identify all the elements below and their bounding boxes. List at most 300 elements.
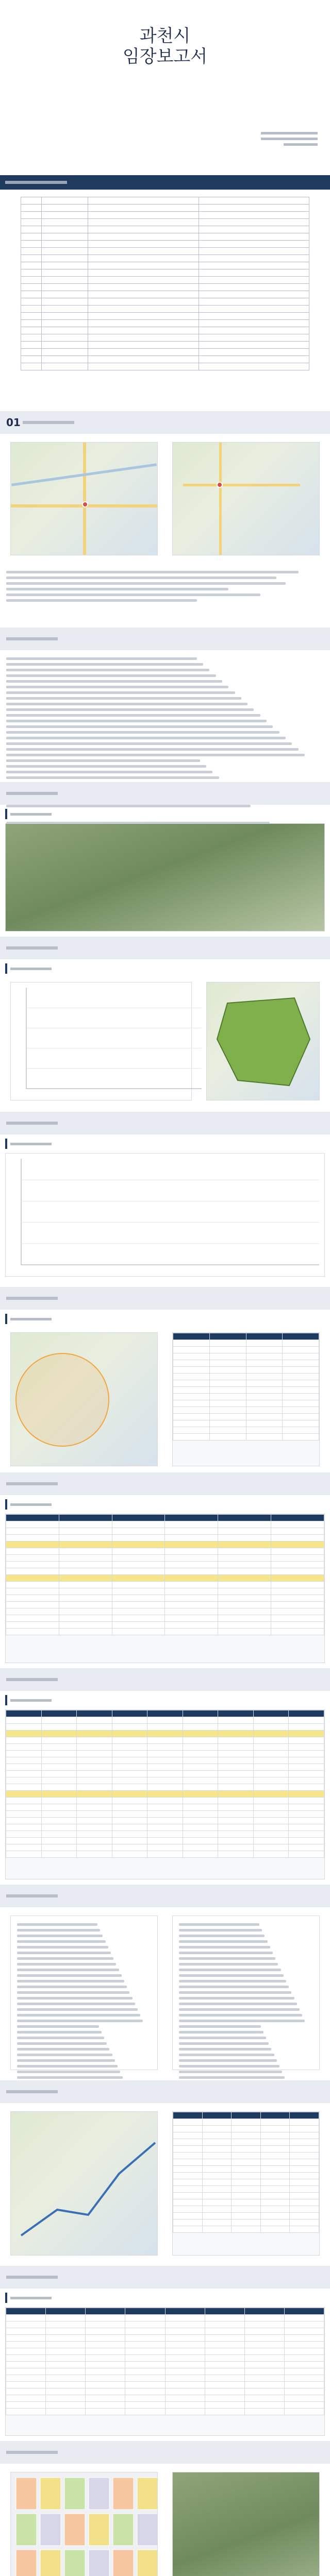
table-cell: [271, 1622, 324, 1629]
table-cell: [218, 1710, 254, 1717]
table-cell: [173, 2199, 203, 2206]
table-cell: [165, 1582, 218, 1588]
table-cell: [244, 2315, 284, 2321]
section-prices: [0, 1668, 330, 1885]
table-cell: [165, 1568, 218, 1575]
table-cell: [246, 1387, 283, 1394]
route-line: [21, 2143, 155, 2235]
table-row: [21, 269, 309, 277]
table-row: [173, 2226, 319, 2233]
table-cell: [112, 1515, 165, 1521]
table-row: [6, 1724, 324, 1731]
table-cell: [283, 1347, 319, 1353]
table-cell: [125, 2362, 165, 2368]
table-cell: [6, 1562, 59, 1568]
meta-line: [261, 132, 318, 134]
table-cell: [232, 2213, 261, 2219]
text-placeholder-line: [17, 1986, 127, 1988]
table-cell: [112, 1757, 147, 1764]
table-cell: [112, 1608, 165, 1615]
table-cell: [253, 1798, 289, 1804]
table-cell: [6, 1528, 59, 1535]
section-route: [0, 2080, 330, 2266]
text-placeholder-line: [179, 2042, 269, 2045]
table-cell: [202, 2193, 232, 2199]
table-cell: [289, 1771, 324, 1777]
table-row: [21, 356, 309, 363]
table-row: [173, 2179, 319, 2186]
table-cell: [289, 1831, 324, 1838]
table-cell: [125, 2409, 165, 2415]
document-scan: [10, 1916, 158, 2070]
text-placeholder-line: [6, 720, 267, 722]
table-cell: [77, 1838, 112, 1844]
table-row: [173, 1394, 319, 1400]
table-cell: [77, 1744, 112, 1751]
table-cell: [77, 1804, 112, 1811]
table-cell: [173, 1360, 210, 1367]
table-cell: [209, 1380, 246, 1387]
table-cell: [41, 1804, 77, 1811]
table-row: [6, 1764, 324, 1771]
table-row: [21, 233, 309, 241]
table-cell: [183, 1737, 218, 1744]
table-cell: [284, 2395, 324, 2402]
document-notes: [172, 1916, 320, 2070]
table-row: [21, 342, 309, 349]
table-row: [173, 1400, 319, 1407]
table-cell: [42, 320, 88, 327]
table-row: [173, 2186, 319, 2193]
table-cell: [6, 2335, 46, 2342]
table-cell: [41, 1744, 77, 1751]
text-placeholder-line: [6, 703, 248, 705]
text-placeholder-line: [6, 708, 254, 711]
table-cell: [183, 1798, 218, 1804]
table-row: [6, 1831, 324, 1838]
table-cell: [6, 1791, 42, 1798]
table-row: [6, 1744, 324, 1751]
table-cell: [246, 1414, 283, 1420]
table-cell: [284, 2362, 324, 2368]
table-cell: [77, 1791, 112, 1798]
table-row: [21, 334, 309, 342]
table-cell: [77, 1751, 112, 1757]
document-title: [10, 26, 320, 67]
text-placeholder-line: [6, 771, 212, 773]
text-placeholder-line: [6, 680, 222, 683]
table-cell: [6, 1535, 59, 1541]
table-row: [173, 1367, 319, 1374]
table-cell: [147, 1717, 183, 1724]
table-cell: [125, 2375, 165, 2382]
table-cell: [173, 1353, 210, 1360]
table-cell: [209, 1420, 246, 1427]
table-cell: [271, 1555, 324, 1562]
table-cell: [173, 1347, 210, 1353]
table-cell: [283, 1414, 319, 1420]
table-row: [173, 2132, 319, 2139]
table-cell: [253, 1764, 289, 1771]
table-cell: [6, 1744, 42, 1751]
table-cell: [284, 2308, 324, 2315]
table-cell: [41, 1777, 77, 1784]
table-cell: [202, 2219, 232, 2226]
table-cell: [173, 2193, 203, 2199]
table-cell: [21, 356, 42, 363]
table-cell: [253, 1757, 289, 1764]
table-cell: [202, 2173, 232, 2179]
table-cell: [6, 1731, 42, 1737]
table-row: [173, 2153, 319, 2159]
table-cell: [86, 2382, 125, 2388]
table-cell: [209, 1434, 246, 1440]
table-row: [6, 2348, 324, 2355]
table-cell: [183, 1791, 218, 1798]
table-cell: [199, 262, 309, 269]
table-row: [173, 2166, 319, 2173]
zoning-block: [16, 2514, 37, 2546]
table-row: [6, 1528, 324, 1535]
table-cell: [59, 1521, 112, 1528]
table-cell: [260, 2199, 290, 2206]
table-cell: [271, 1515, 324, 1521]
table-cell: [165, 1541, 218, 1548]
table-cell: [86, 2348, 125, 2355]
table-cell: [218, 1744, 254, 1751]
table-cell: [125, 2348, 165, 2355]
table-cell: [59, 1595, 112, 1602]
table-cell: [199, 334, 309, 342]
table-cell: [42, 212, 88, 219]
table-cell: [21, 327, 42, 334]
table-cell: [253, 1784, 289, 1791]
table-cell: [165, 1622, 218, 1629]
table-row: [6, 1568, 324, 1575]
table-cell: [173, 2186, 203, 2193]
table-cell: [147, 1798, 183, 1804]
text-placeholder-line: [179, 1940, 268, 1943]
table-cell: [199, 291, 309, 298]
table-cell: [218, 1751, 254, 1757]
table-cell: [199, 226, 309, 233]
map-marker-icon[interactable]: [82, 501, 88, 507]
table-cell: [77, 1737, 112, 1744]
table-cell: [112, 1710, 147, 1717]
table-cell: [88, 197, 199, 205]
table-cell: [21, 320, 42, 327]
table-cell: [6, 1777, 42, 1784]
table-cell: [59, 1515, 112, 1521]
table-cell: [290, 2173, 319, 2179]
sub-header: [5, 1139, 325, 1149]
table-cell: [88, 241, 199, 248]
table-row: [6, 2342, 324, 2348]
table-cell: [284, 2355, 324, 2362]
table-cell: [21, 233, 42, 241]
table-cell: [112, 1602, 165, 1608]
table-cell: [173, 2146, 203, 2153]
table-cell: [218, 1528, 271, 1535]
table-cell: [232, 2173, 261, 2179]
table-cell: [6, 1764, 42, 1771]
table-cell: [218, 1811, 254, 1818]
table-cell: [218, 1784, 254, 1791]
text-placeholder-line: [17, 1963, 116, 1965]
table-row: [6, 1824, 324, 1831]
table-cell: [284, 2321, 324, 2328]
text-placeholder-line: [17, 1969, 119, 1971]
table-cell: [290, 2213, 319, 2219]
table-cell: [125, 2402, 165, 2409]
table-cell: [183, 1811, 218, 1818]
table-cell: [218, 1535, 271, 1541]
table-row: [6, 1717, 324, 1724]
table-cell: [46, 2308, 86, 2315]
location-notes: [0, 564, 330, 609]
table-cell: [173, 2173, 203, 2179]
table-cell: [244, 2355, 284, 2362]
table-cell: [112, 1731, 147, 1737]
table-cell: [21, 219, 42, 226]
section-header: [0, 937, 330, 959]
table-row: [173, 1434, 319, 1440]
table-cell: [6, 1608, 59, 1615]
table-row: [6, 1548, 324, 1555]
table-cell: [232, 2199, 261, 2206]
text-placeholder-line: [6, 742, 292, 745]
table-cell: [88, 313, 199, 320]
compare-table-wrap: [5, 2307, 325, 2436]
table-cell: [218, 1582, 271, 1588]
table-cell: [88, 334, 199, 342]
text-placeholder-line: [179, 1974, 284, 1977]
sub-header: [5, 1314, 325, 1324]
table-cell: [59, 1615, 112, 1622]
text-placeholder-line: [179, 2059, 277, 2062]
text-placeholder-line: [17, 2065, 118, 2067]
table-cell: [147, 1851, 183, 1858]
table-cell: [209, 1353, 246, 1360]
table-row: [173, 1340, 319, 1347]
text-placeholder-line: [17, 2071, 120, 2073]
table-cell: [46, 2328, 86, 2335]
table-cell: [147, 1804, 183, 1811]
table-cell: [112, 1851, 147, 1858]
table-cell: [59, 1575, 112, 1582]
table-cell: [42, 226, 88, 233]
table-cell: [289, 1818, 324, 1824]
table-row: [173, 1360, 319, 1367]
table-row: [6, 1777, 324, 1784]
table-cell: [88, 327, 199, 334]
table-cell: [21, 313, 42, 320]
text-placeholder-line: [17, 1940, 106, 1943]
table-row: [173, 2112, 319, 2119]
table-cell: [218, 1717, 254, 1724]
text-placeholder-line: [17, 2054, 112, 2056]
table-row: [6, 1737, 324, 1744]
table-cell: [232, 2186, 261, 2193]
table-cell: [284, 2368, 324, 2375]
section-compare: [0, 2266, 330, 2441]
table-cell: [253, 1731, 289, 1737]
table-cell: [271, 1541, 324, 1548]
section-header: [0, 2080, 330, 2103]
table-cell: [290, 2126, 319, 2132]
table-row: [21, 313, 309, 320]
table-cell: [183, 1824, 218, 1831]
table-cell: [112, 1629, 165, 1635]
table-cell: [173, 1407, 210, 1414]
route-map: [10, 2111, 158, 2256]
text-placeholder-line: [179, 2003, 297, 2005]
table-cell: [209, 1407, 246, 1414]
zoning-block: [113, 2550, 134, 2576]
table-cell: [112, 1784, 147, 1791]
table-cell: [77, 1784, 112, 1791]
table-cell: [41, 1724, 77, 1731]
text-placeholder-line: [6, 725, 273, 728]
text-placeholder-line: [179, 1923, 259, 1926]
section-header: [0, 1287, 330, 1310]
table-cell: [284, 2348, 324, 2355]
table-cell: [42, 334, 88, 342]
table-cell: [283, 1380, 319, 1387]
table-cell: [218, 1818, 254, 1824]
table-cell: [232, 2219, 261, 2226]
table-cell: [183, 1831, 218, 1838]
zoning-block: [64, 2478, 85, 2510]
table-cell: [112, 1764, 147, 1771]
table-cell: [88, 284, 199, 291]
table-cell: [112, 1622, 165, 1629]
table-cell: [21, 342, 42, 349]
table-cell: [77, 1811, 112, 1818]
table-row: [173, 1347, 319, 1353]
table-cell: [86, 2409, 125, 2415]
table-cell: [41, 1717, 77, 1724]
table-cell: [202, 2213, 232, 2219]
table-cell: [6, 2368, 46, 2375]
table-cell: [260, 2153, 290, 2159]
table-cell: [6, 1555, 59, 1562]
table-cell: [199, 241, 309, 248]
table-cell: [183, 1777, 218, 1784]
table-cell: [59, 1528, 112, 1535]
table-cell: [289, 1784, 324, 1791]
table-row: [173, 1420, 319, 1427]
table-cell: [173, 2213, 203, 2219]
table-cell: [6, 2395, 46, 2402]
table-cell: [271, 1568, 324, 1575]
table-cell: [289, 1764, 324, 1771]
text-placeholder-line: [179, 1980, 286, 1982]
table-row: [6, 1804, 324, 1811]
table-cell: [271, 1582, 324, 1588]
table-cell: [59, 1608, 112, 1615]
table-cell: [283, 1407, 319, 1414]
table-cell: [88, 226, 199, 233]
table-cell: [46, 2409, 86, 2415]
text-placeholder-line: [179, 2014, 302, 2016]
table-row: [21, 284, 309, 291]
table-cell: [271, 1521, 324, 1528]
table-cell: [290, 2139, 319, 2146]
table-cell: [46, 2335, 86, 2342]
table-cell: [21, 255, 42, 262]
table-cell: [260, 2139, 290, 2146]
table-row: [21, 363, 309, 370]
table-cell: [218, 1771, 254, 1777]
table-cell: [218, 1622, 271, 1629]
table-row: [21, 298, 309, 306]
table-cell: [147, 1784, 183, 1791]
table-cell: [88, 363, 199, 370]
table-cell: [218, 1804, 254, 1811]
zoning-block: [40, 2514, 61, 2546]
map-marker-icon[interactable]: [217, 482, 223, 488]
table-cell: [21, 248, 42, 255]
table-cell: [6, 2375, 46, 2382]
table-cell: [284, 2402, 324, 2409]
table-cell: [88, 298, 199, 306]
table-cell: [244, 2362, 284, 2368]
table-cell: [112, 1818, 147, 1824]
table-cell: [6, 1595, 59, 1602]
table-cell: [218, 1575, 271, 1582]
overview-table-wrap: [0, 190, 330, 411]
table-cell: [205, 2335, 244, 2342]
table-cell: [246, 1360, 283, 1367]
table-cell: [6, 1541, 59, 1548]
table-cell: [173, 1380, 210, 1387]
table-cell: [199, 349, 309, 356]
table-cell: [202, 2159, 232, 2166]
table-cell: [165, 1608, 218, 1615]
table-cell: [173, 1374, 210, 1380]
text-placeholder-line: [179, 2020, 305, 2022]
zoning-map: [10, 2472, 158, 2576]
table-row: [6, 1798, 324, 1804]
table-cell: [86, 2315, 125, 2321]
table-cell: [147, 1811, 183, 1818]
table-row: [173, 2213, 319, 2219]
table-cell: [253, 1710, 289, 1717]
table-cell: [21, 284, 42, 291]
table-cell: [183, 1784, 218, 1791]
text-placeholder-line: [17, 2076, 123, 2079]
table-cell: [244, 2402, 284, 2409]
table-cell: [6, 2402, 46, 2409]
table-cell: [202, 2132, 232, 2139]
table-cell: [205, 2375, 244, 2382]
section-documents: [0, 1885, 330, 2080]
table-cell: [244, 2388, 284, 2395]
table-row: [6, 1515, 324, 1521]
table-cell: [283, 1360, 319, 1367]
sub-header: [5, 963, 325, 974]
table-cell: [46, 2382, 86, 2388]
table-cell: [260, 2166, 290, 2173]
table-cell: [88, 306, 199, 313]
zoning-block: [137, 2478, 158, 2510]
table-row: [6, 2321, 324, 2328]
table-cell: [147, 1737, 183, 1744]
table-cell: [244, 2382, 284, 2388]
table-cell: [199, 205, 309, 212]
text-placeholder-line: [6, 663, 203, 666]
